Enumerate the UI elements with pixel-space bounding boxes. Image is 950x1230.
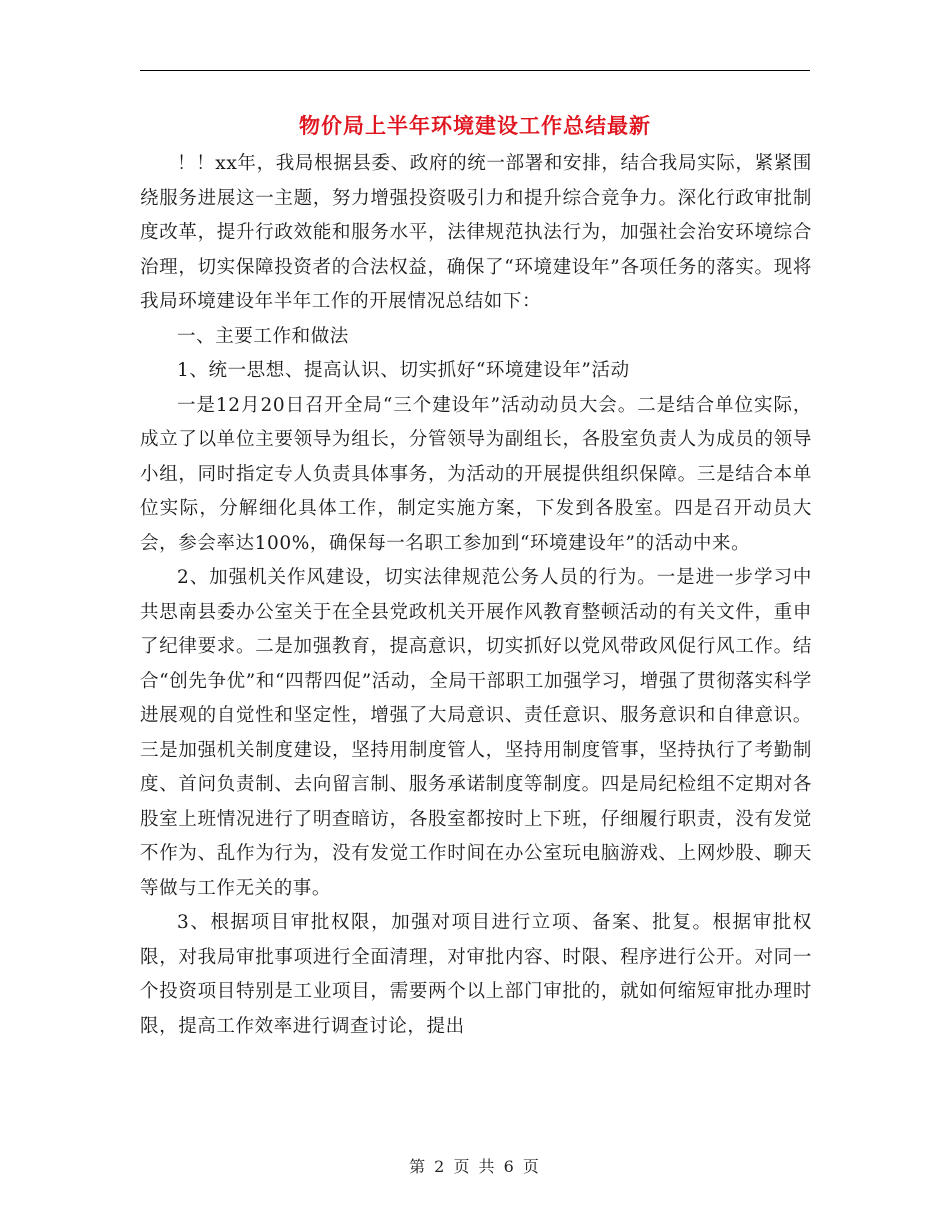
- subheading-item-1: 1、统一思想、提高认识、切实抓好“环境建设年”活动: [177, 360, 630, 381]
- page-number-footer: 第 2 页 共 6 页: [409, 1157, 541, 1176]
- paragraph-item-1-details: 一是12月20日召开全局“三个建设年”活动动员大会。二是结合单位实际，成立了以单位主要领导为组长，分管领导为副组长，各股室负责人为成员的领导小组，同时指定专人负责具体事务，为活动的开展提供组织保障。三是结合本单位实际，分解细化具体工作，制定实施方案，下发到各股室。四是召开动员大会，参会率达100%，确保每一名职工参加到“环境建设年”的活动中来。: [140, 394, 812, 554]
- paragraph-item-2: 2、加强机关作风建设，切实法律规范公务人员的行为。一是进一步学习中共思南县委办公室关于在全县党政机关开展作风教育整顿活动的有关文件，重申了纪律要求。二是加强教育，提高意识，切实抓好以党风带政风促行风工作。结合“创先争优”和“四帮四促”活动，全局干部职工加强学习，增强了贯彻落实科学进展观的自觉性和坚定性，增强了大局意识、责任意识、服务意识和自律意识。三是加强机关制度建设，坚持用制度管人，坚持用制度管事，坚持执行了考勤制度、首问负责制、去向留言制、服务承诺制度等制度。四是局纪检组不定期对各股室上班情况进行了明查暗访，各股室都按时上下班，仔细履行职责，没有发觉不作为、乱作为行为，没有发觉工作时间在办公室玩电脑游戏、上网炒股、聊天等做与工作无关的事。: [140, 567, 812, 899]
- paragraph-item-3: 3、根据项目审批权限，加强对项目进行立项、备案、批复。根据审批权限，对我局审批事项进行全面清理，对审批内容、时限、程序进行公开。对同一个投资项目特别是工业项目，需要两个以上部门审批的，就如何缩短审批办理时限，提高工作效率进行调查讨论，提出: [140, 912, 812, 1037]
- header-rule: [140, 70, 810, 71]
- paragraph-intro: ！！xx年，我局根据县委、政府的统一部署和安排，结合我局实际，紧紧围绕服务进展这一主题，努力增强投资吸引力和提升综合竞争力。深化行政审批制度改革，提升行政效能和服务水平，法律规范执法行为，加强社会治安环境综合治理，切实保障投资者的合法权益，确保了“环境建设年”各项任务的落实。现将我局环境建设年半年工作的开展情况总结如下：: [140, 153, 812, 312]
- section-heading-main-work: 一、主要工作和做法: [177, 325, 349, 347]
- document-title: 物价局上半年环境建设工作总结最新: [299, 113, 651, 138]
- document-body: [140, 147, 812, 1044]
